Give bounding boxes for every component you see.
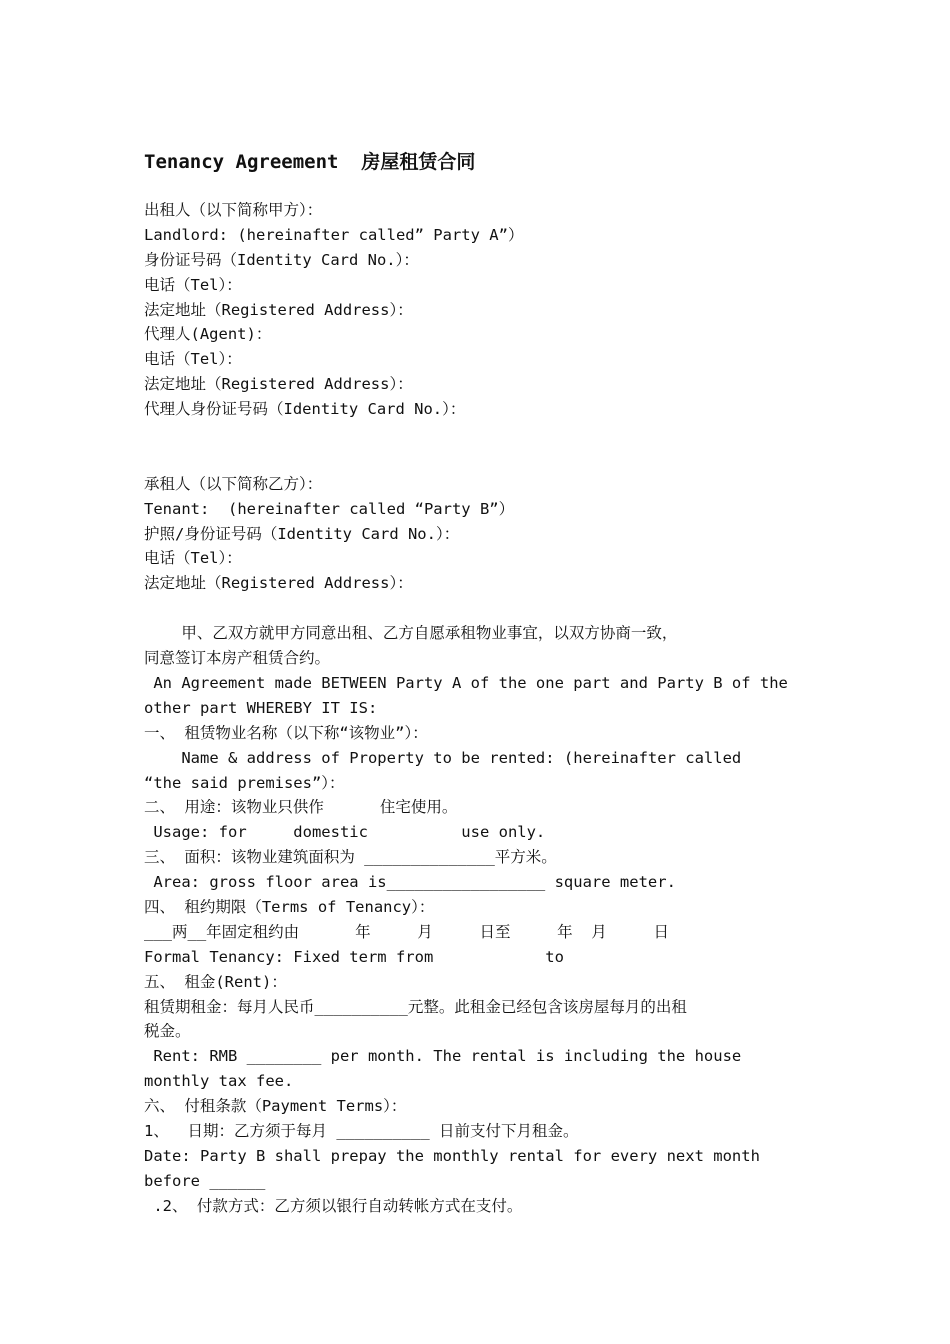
landlord-line: 电话（Tel）： <box>144 350 242 369</box>
agreement-body <box>144 621 824 1218</box>
clause-heading: 四、 租约期限（Terms of Tenancy）： <box>144 897 435 916</box>
landlord-line: 代理人(Agent)： <box>144 325 272 344</box>
landlord-line: 出租人（以下简称甲方）： <box>144 201 323 219</box>
document-page <box>144 148 824 1219</box>
landlord-line: 法定地址（Registered Address）： <box>144 300 413 319</box>
clause-heading: 三、 面积：该物业建筑面积为 ______________平方米。 <box>144 848 557 867</box>
body-line: .2、 付款方式：乙方须以银行自动转帐方式在支付。 <box>144 1196 523 1215</box>
body-line: before ______ <box>144 1171 266 1190</box>
body-line: Usage: for domestic use only. <box>144 823 546 842</box>
body-line: 甲、乙双方就甲方同意出租、乙方自愿承租物业事宜，以双方协商一致， <box>144 624 678 643</box>
clause-heading: 二、 用途：该物业只供作 住宅使用。 <box>144 798 458 817</box>
document-title: Tenancy Agreement 房屋租赁合同 <box>144 151 476 173</box>
body-line: 同意签订本房产租赁合约。 <box>144 649 331 668</box>
tenant-line: 电话（Tel）： <box>144 549 242 568</box>
clause-heading: 六、 付租条款（Payment Terms）： <box>144 1097 407 1116</box>
landlord-line: 身份证号码（Identity Card No.）： <box>144 250 419 269</box>
body-line: “the said premises”）： <box>144 773 345 792</box>
body-line: Formal Tenancy: Fixed term from to <box>144 947 564 966</box>
tenant-section <box>144 472 824 596</box>
tenant-line: 承租人（以下简称乙方）： <box>144 474 323 493</box>
landlord-line: 代理人身份证号码（Identity Card No.）： <box>144 400 466 419</box>
body-line: ___两__年固定租约由 年 月 日至 年 月 日 <box>144 922 669 941</box>
tenant-line: 护照/身份证号码（Identity Card No.）： <box>144 524 460 543</box>
landlord-line: 电话（Tel）： <box>144 275 242 294</box>
landlord-line: Landlord: (hereinafter called” Party A”） <box>144 225 524 244</box>
body-line: Rent: RMB ________ per month. The rental is including the house <box>144 1047 742 1066</box>
body-line: 租赁期租金：每月人民币__________元整。此租金已经包含该房屋每月的出租 <box>144 997 687 1016</box>
landlord-line: 法定地址（Registered Address）： <box>144 375 413 394</box>
body-line: Date: Party B shall prepay the monthly rental for every next month <box>144 1146 760 1165</box>
body-line: other part WHEREBY IT IS: <box>144 698 378 717</box>
body-line: monthly tax fee. <box>144 1072 294 1091</box>
body-line: 1、 日期：乙方须于每月 __________ 日前支付下月租金。 <box>144 1121 579 1140</box>
clause-heading: 一、 租赁物业名称（以下称“该物业”）： <box>144 723 428 742</box>
tenant-line: 法定地址（Registered Address）： <box>144 574 413 593</box>
section-spacer <box>144 422 824 472</box>
body-line: Name & address of Property to be rented: (hereinafter called <box>144 748 742 767</box>
tenant-line: Tenant: (hereinafter called “Party B”） <box>144 499 515 518</box>
body-line: An Agreement made BETWEEN Party A of the one part and Party B of the <box>144 673 788 692</box>
clause-heading: 五、 租金(Rent)： <box>144 972 287 991</box>
section-spacer <box>144 596 824 621</box>
body-line: 税金。 <box>144 1022 191 1041</box>
landlord-section <box>144 198 824 422</box>
body-line: Area: gross floor area is_________________ square meter. <box>144 873 676 892</box>
